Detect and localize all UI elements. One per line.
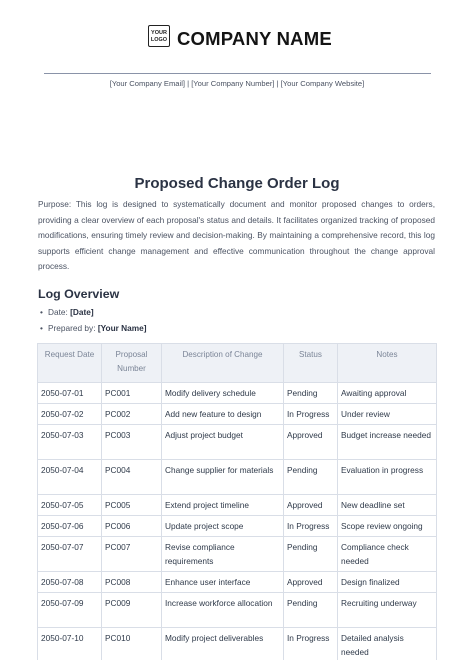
date-value: [Date] bbox=[70, 307, 94, 317]
header-divider bbox=[44, 73, 431, 74]
cell-request-date: 2050-07-03 bbox=[38, 425, 102, 460]
cell-notes: Awaiting approval bbox=[338, 383, 437, 404]
cell-proposal-number: PC006 bbox=[102, 516, 162, 537]
table-row bbox=[38, 460, 437, 495]
header-request-date: Request Date bbox=[38, 344, 102, 383]
cell-proposal-number: PC008 bbox=[102, 572, 162, 593]
cell-description: Change supplier for materials bbox=[162, 460, 284, 495]
change-order-table bbox=[37, 343, 437, 663]
prepared-by-item bbox=[40, 322, 147, 338]
logo-text-line1: YOUR bbox=[151, 30, 167, 36]
cell-notes: Compliance check needed bbox=[338, 537, 437, 572]
table-row bbox=[38, 628, 437, 663]
cell-request-date: 2050-07-06 bbox=[38, 516, 102, 537]
table-row bbox=[38, 404, 437, 425]
log-overview-heading: Log Overview bbox=[38, 287, 120, 301]
header-notes: Notes bbox=[338, 344, 437, 383]
cell-notes: Scope review ongoing bbox=[338, 516, 437, 537]
cell-status: Pending bbox=[284, 593, 338, 628]
cell-description: Extend project timeline bbox=[162, 495, 284, 516]
cell-status: Pending bbox=[284, 537, 338, 572]
cell-request-date: 2050-07-07 bbox=[38, 537, 102, 572]
logo-text-line2: LOGO bbox=[150, 36, 168, 43]
cell-notes: Design finalized bbox=[338, 572, 437, 593]
bullet-icon: • bbox=[40, 323, 43, 333]
cell-status: In Progress bbox=[284, 516, 338, 537]
table-row bbox=[38, 495, 437, 516]
cell-status: In Progress bbox=[284, 628, 338, 663]
header-description: Description of Change bbox=[162, 344, 284, 383]
cell-status: Approved bbox=[284, 572, 338, 593]
cell-request-date: 2050-07-10 bbox=[38, 628, 102, 663]
cell-proposal-number: PC003 bbox=[102, 425, 162, 460]
cell-proposal-number: PC009 bbox=[102, 593, 162, 628]
cell-status: Pending bbox=[284, 460, 338, 495]
cell-request-date: 2050-07-01 bbox=[38, 383, 102, 404]
prepared-by-value: [Your Name] bbox=[97, 323, 147, 333]
cell-status: Pending bbox=[284, 383, 338, 404]
bullet-icon: • bbox=[40, 307, 43, 317]
cell-description: Update project scope bbox=[162, 516, 284, 537]
cell-notes: Budget increase needed bbox=[338, 425, 437, 460]
cell-proposal-number: PC007 bbox=[102, 537, 162, 572]
cell-description: Modify delivery schedule bbox=[162, 383, 284, 404]
company-logo bbox=[148, 25, 170, 47]
cell-request-date: 2050-07-02 bbox=[38, 404, 102, 425]
date-item bbox=[40, 306, 147, 322]
cell-description: Modify project deliverables bbox=[162, 628, 284, 663]
overview-meta bbox=[40, 306, 147, 338]
company-contact-line: [Your Company Email] | [Your Company Number] | [Your Company Website] bbox=[109, 79, 365, 88]
cell-status: In Progress bbox=[284, 404, 338, 425]
cell-proposal-number: PC001 bbox=[102, 383, 162, 404]
table-header-row bbox=[38, 344, 437, 383]
cell-notes: Evaluation in progress bbox=[338, 460, 437, 495]
page-bottom-edge bbox=[0, 660, 474, 671]
cell-request-date: 2050-07-09 bbox=[38, 593, 102, 628]
cell-status: Approved bbox=[284, 425, 338, 460]
cell-proposal-number: PC010 bbox=[102, 628, 162, 663]
table-row bbox=[38, 383, 437, 404]
cell-description: Enhance user interface bbox=[162, 572, 284, 593]
cell-proposal-number: PC005 bbox=[102, 495, 162, 516]
table-row bbox=[38, 425, 437, 460]
cell-request-date: 2050-07-05 bbox=[38, 495, 102, 516]
date-label: Date: bbox=[48, 307, 68, 317]
cell-notes: Detailed analysis needed bbox=[338, 628, 437, 663]
document-title: Proposed Change Order Log bbox=[134, 175, 340, 192]
cell-request-date: 2050-07-08 bbox=[38, 572, 102, 593]
cell-description: Adjust project budget bbox=[162, 425, 284, 460]
cell-proposal-number: PC002 bbox=[102, 404, 162, 425]
header-proposal-number: Proposal Number bbox=[102, 344, 162, 383]
cell-notes: New deadline set bbox=[338, 495, 437, 516]
cell-notes: Recruiting underway bbox=[338, 593, 437, 628]
cell-description: Add new feature to design bbox=[162, 404, 284, 425]
cell-notes: Under review bbox=[338, 404, 437, 425]
cell-request-date: 2050-07-04 bbox=[38, 460, 102, 495]
header-status: Status bbox=[284, 344, 338, 383]
purpose-paragraph: Purpose: This log is designed to systematically document and monitor proposed changes to orders, providing a clear overview of each proposal's status and details. It facilitates organized tracking of proposed modifications, ensuring timely review and decision-making. By maintaining a comprehensive record, this log supports efficient change management and effective communication throughout the change approval process. bbox=[38, 199, 435, 271]
table-row bbox=[38, 537, 437, 572]
prepared-by-label: Prepared by: bbox=[48, 323, 96, 333]
cell-proposal-number: PC004 bbox=[102, 460, 162, 495]
company-name: COMPANY NAME bbox=[177, 28, 332, 49]
cell-description: Revise compliance requirements bbox=[162, 537, 284, 572]
table-row bbox=[38, 593, 437, 628]
document-header bbox=[0, 22, 474, 58]
cell-description: Increase workforce allocation bbox=[162, 593, 284, 628]
table-row bbox=[38, 516, 437, 537]
table-row bbox=[38, 572, 437, 593]
cell-status: Approved bbox=[284, 495, 338, 516]
